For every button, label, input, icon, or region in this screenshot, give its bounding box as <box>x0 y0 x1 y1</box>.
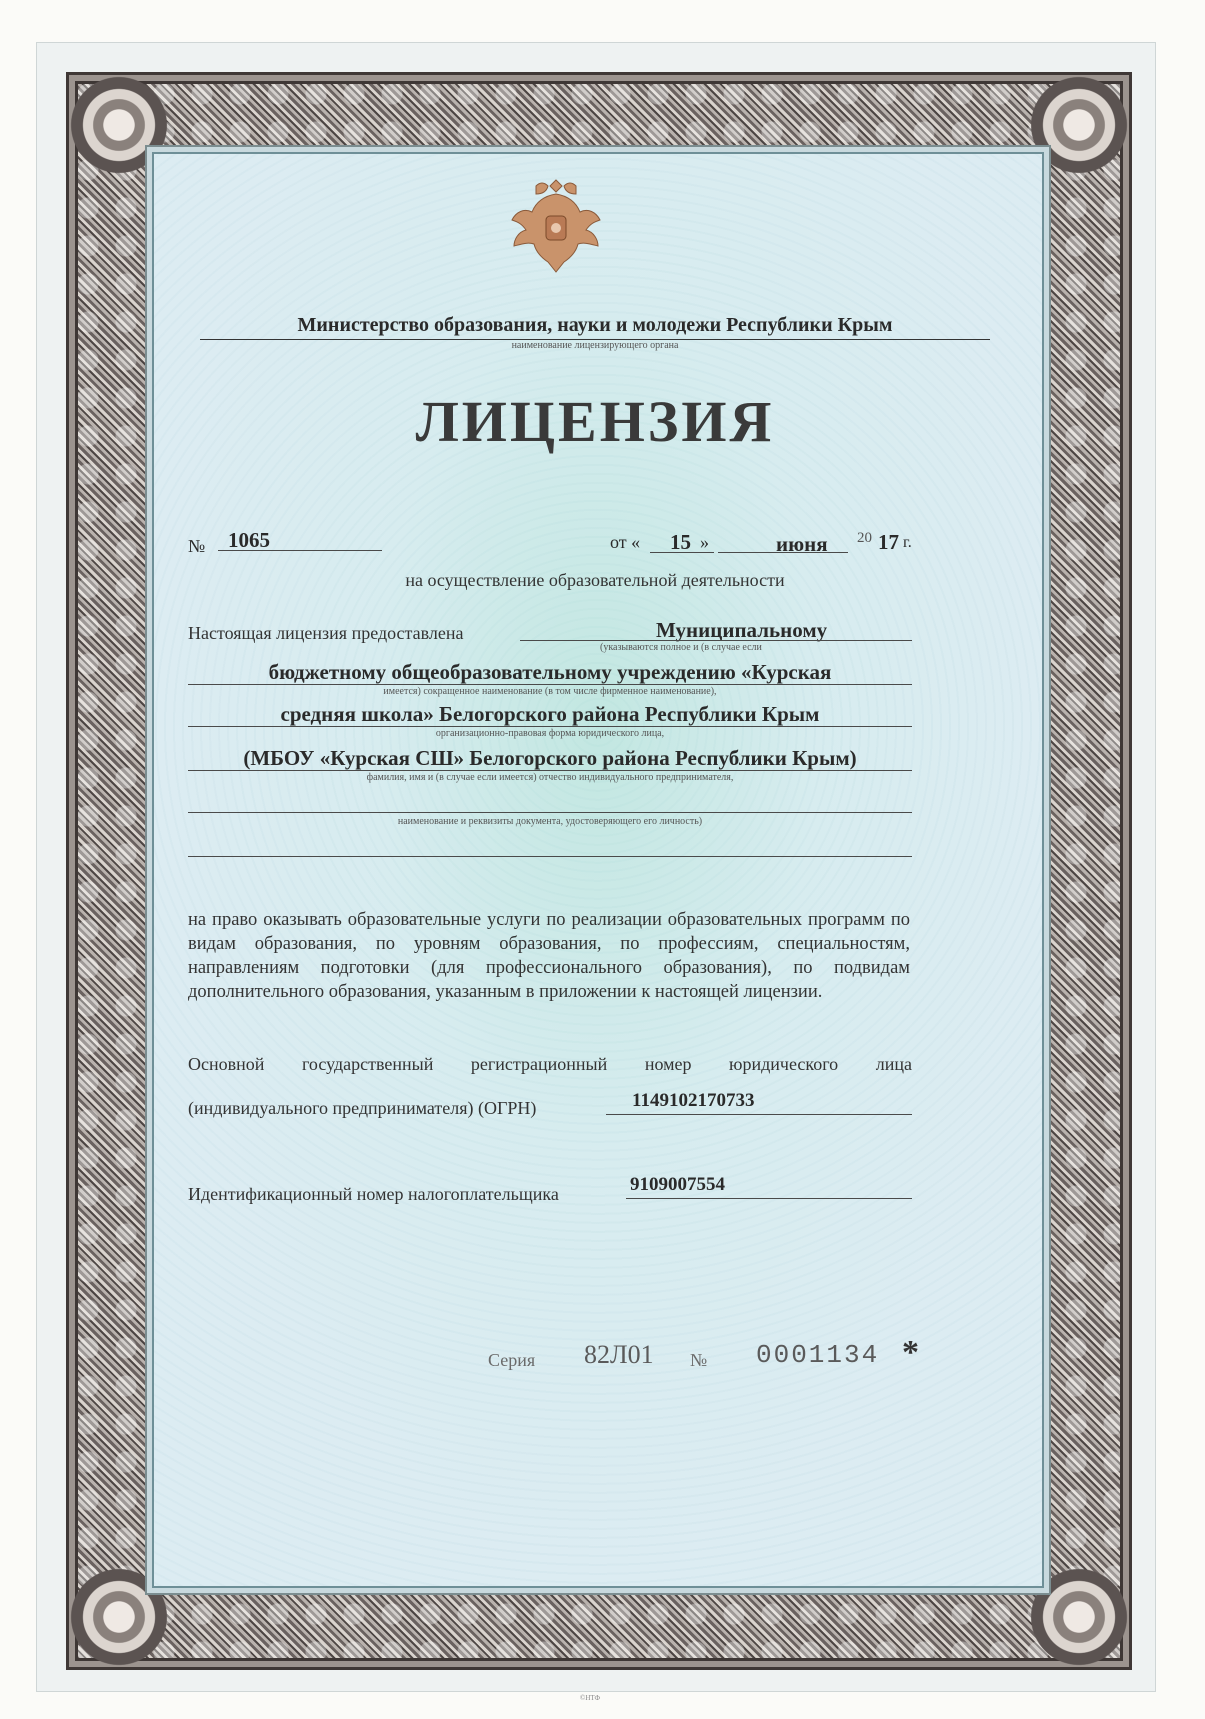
licensee-caption-3: организационно-правовая форма юридического лица, <box>435 728 665 739</box>
certificate-field <box>152 152 1044 1588</box>
licensee-underline-1 <box>520 640 912 641</box>
licensee-intro: Настоящая лицензия предоставлена <box>188 623 464 643</box>
series-value: 82Л01 <box>584 1340 654 1369</box>
licensee-line-1: Муниципальному <box>656 618 828 642</box>
licensee-underline-5 <box>188 812 912 813</box>
number-underline <box>218 550 382 551</box>
inn-value: 9109007554 <box>630 1174 725 1195</box>
blank-number-value: 0001134 <box>756 1340 880 1370</box>
ogrn-underline <box>606 1114 912 1115</box>
number-label: № <box>188 536 206 556</box>
licensee-caption-5: наименование и реквизиты документа, удостоверяющего его личность) <box>397 816 703 827</box>
inn-label: Идентификационный номер налогоплательщика <box>188 1184 559 1204</box>
licensee-caption-1: (указываются полное и (в случае если <box>600 642 762 653</box>
month-underline <box>718 552 848 553</box>
year-unit: г. <box>903 534 912 551</box>
series-label: Серия <box>488 1350 536 1370</box>
licensing-body-caption: наименование лицензирующего органа <box>511 340 679 351</box>
licensee-line-3: средняя школа» Белогорского района Республики Крым <box>280 702 820 726</box>
licensee-caption-2: имеется) сокращенное наименование (в том числе фирменное наименование), <box>383 686 717 697</box>
licensee-underline-2 <box>188 684 912 685</box>
inn-underline <box>626 1198 912 1199</box>
day-underline <box>650 552 714 553</box>
printer-mark: ©НТФ <box>580 1694 601 1702</box>
coat-of-arms-icon <box>506 172 606 280</box>
date-day-close: » <box>700 532 709 552</box>
date-prefix: от « <box>610 532 641 552</box>
licensee-line-2: бюджетному общеобразовательному учреждению «Курская <box>268 660 832 684</box>
ogrn-value: 1149102170733 <box>632 1090 755 1111</box>
licensee-underline-3 <box>188 726 912 727</box>
licensee-caption-4: фамилия, имя и (в случае если имеется) отчество индивидуального предпринимателя, <box>366 772 734 783</box>
licensee-line-4: (МБОУ «Курская СШ» Белогорского района Республики Крым) <box>243 746 857 770</box>
licensee-underline-6 <box>188 856 912 857</box>
rights-paragraph: на право оказывать образовательные услуги по реализации образовательных программ по видам образования, по уровням образования, по профессиям, специальностям, направлениям подготовки (для профессионального образования), по подвидам дополнительного образования, указанным в приложении к настоящей лицензии. <box>188 910 910 1002</box>
licensing-body-name: Министерство образования, науки и молодежи Республики Крым <box>200 314 990 340</box>
document-title: ЛИЦЕНЗИЯ <box>415 389 775 454</box>
licensee-underline-4 <box>188 770 912 771</box>
ogrn-label-line-2: (индивидуального предпринимателя) (ОГРН) <box>188 1098 537 1118</box>
year-prefix: 20 <box>857 530 872 546</box>
license-number: 1065 <box>228 528 270 552</box>
license-purpose: на осуществление образовательной деятельности <box>405 570 785 590</box>
blank-asterisk-mark: * <box>902 1334 919 1371</box>
year-suffix: 17 <box>878 530 899 554</box>
date-month: июня <box>776 532 828 556</box>
date-day: 15 <box>670 530 691 554</box>
blank-number-label: № <box>690 1350 708 1370</box>
ogrn-label-line-1: Основной государственный регистрационный номер юридического лица <box>188 1054 912 1074</box>
